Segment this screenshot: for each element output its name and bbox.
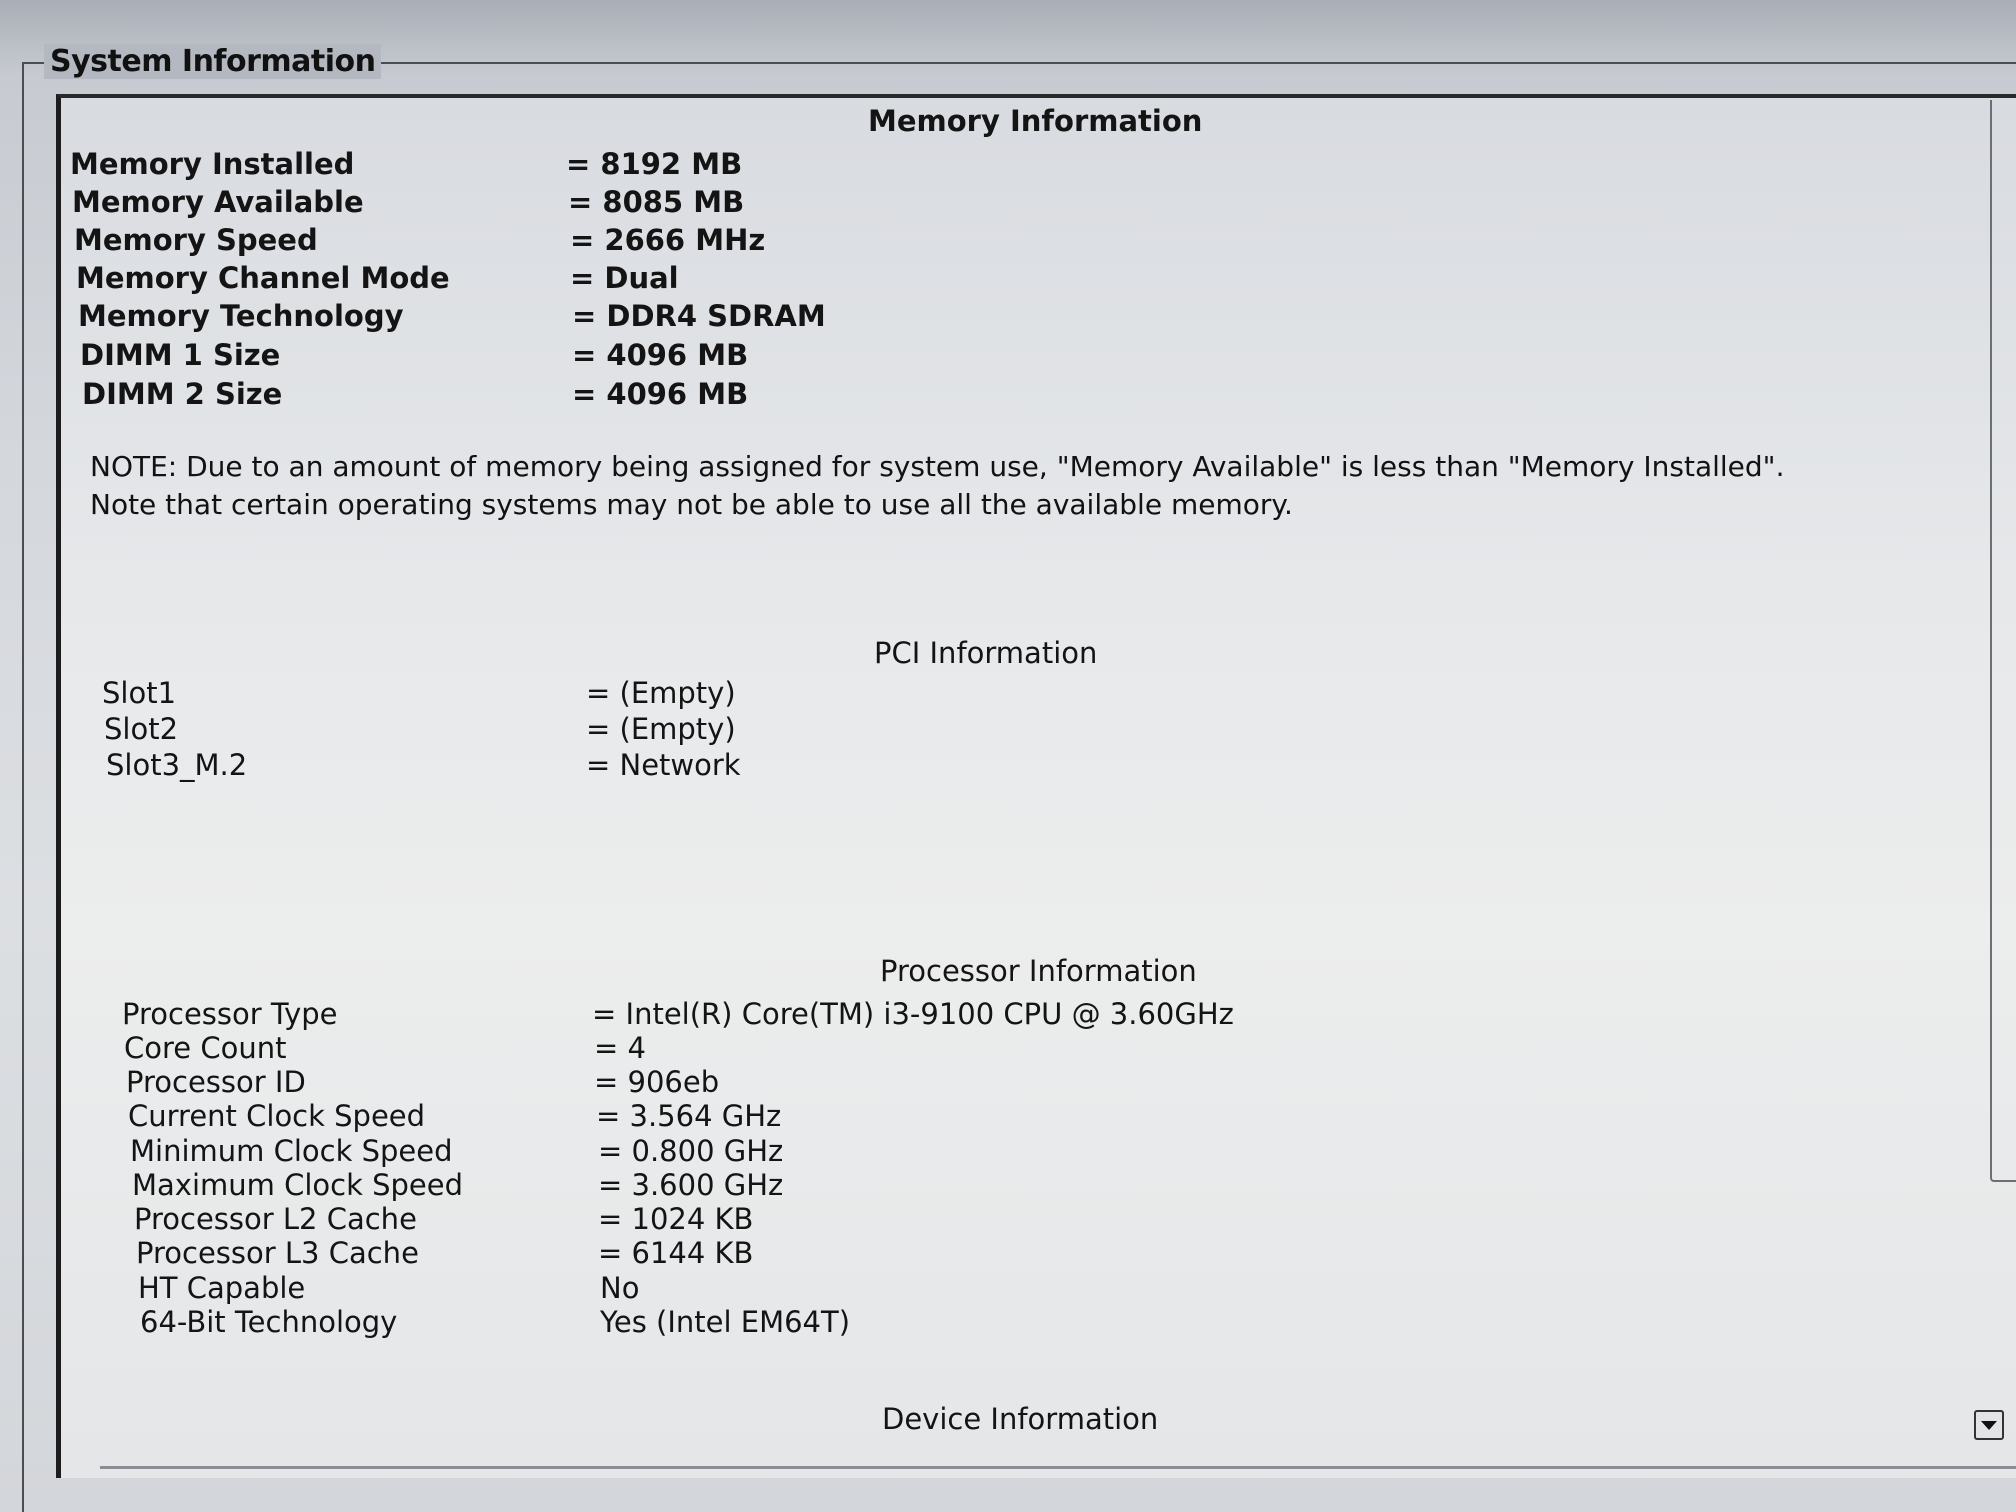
current-clock-speed-label: Current Clock Speed xyxy=(128,1099,426,1133)
processor-l2-cache-value: = 1024 KB xyxy=(598,1202,754,1236)
panel-bottom-divider xyxy=(100,1466,2016,1469)
processor-id-label: Processor ID xyxy=(126,1065,306,1099)
triangle-down-icon xyxy=(1981,1421,1997,1430)
maximum-clock-speed-label: Maximum Clock Speed xyxy=(132,1168,464,1202)
dimm-2-size-label: DIMM 2 Size xyxy=(82,377,283,411)
device-information-heading: Device Information xyxy=(882,1402,1159,1436)
64-bit-technology-label: 64-Bit Technology xyxy=(140,1305,398,1339)
memory-channel-mode-value: = Dual xyxy=(570,261,679,295)
minimum-clock-speed-value: = 0.800 GHz xyxy=(598,1134,784,1168)
slot2-label: Slot2 xyxy=(104,712,179,746)
group-title: System Information xyxy=(44,44,381,79)
memory-technology-value: = DDR4 SDRAM xyxy=(572,299,826,333)
core-count-label: Core Count xyxy=(124,1031,287,1065)
memory-speed-label: Memory Speed xyxy=(74,223,318,257)
memory-channel-mode-label: Memory Channel Mode xyxy=(76,261,450,295)
memory-installed-value: = 8192 MB xyxy=(566,147,743,181)
current-clock-speed-value: = 3.564 GHz xyxy=(596,1099,782,1133)
slot2-value: = (Empty) xyxy=(586,712,736,746)
maximum-clock-speed-value: = 3.600 GHz xyxy=(598,1168,784,1202)
scroll-down-button[interactable] xyxy=(1974,1410,2004,1440)
core-count-value: = 4 xyxy=(594,1031,646,1065)
processor-type-label: Processor Type xyxy=(122,997,338,1031)
memory-technology-label: Memory Technology xyxy=(78,299,404,333)
processor-l3-cache-value: = 6144 KB xyxy=(598,1236,754,1270)
memory-note: NOTE: Due to an amount of memory being assigned for system use, "Memory Available" is less than "Memory Installed". Note that certain operating systems may not be able to use all the available memory. xyxy=(90,450,1785,521)
processor-l3-cache-label: Processor L3 Cache xyxy=(136,1236,419,1270)
scrollbar-track[interactable] xyxy=(1990,100,2016,1182)
dimm-1-size-value: = 4096 MB xyxy=(572,338,749,372)
slot1-label: Slot1 xyxy=(102,676,177,710)
64-bit-technology-value: Yes (Intel EM64T) xyxy=(600,1305,851,1339)
processor-l2-cache-label: Processor L2 Cache xyxy=(134,1202,417,1236)
memory-speed-value: = 2666 MHz xyxy=(570,223,766,257)
slot1-value: = (Empty) xyxy=(586,676,736,710)
processor-id-value: = 906eb xyxy=(594,1065,720,1099)
processor-type-value: = Intel(R) Core(TM) i3-9100 CPU @ 3.60GHz xyxy=(592,997,1234,1031)
slot3-m2-value: = Network xyxy=(586,748,741,782)
slot3-m2-label: Slot3_M.2 xyxy=(106,748,248,782)
minimum-clock-speed-label: Minimum Clock Speed xyxy=(130,1134,453,1168)
ht-capable-value: No xyxy=(600,1271,640,1305)
processor-information-heading: Processor Information xyxy=(880,954,1197,988)
dimm-2-size-value: = 4096 MB xyxy=(572,377,749,411)
ht-capable-label: HT Capable xyxy=(138,1271,306,1305)
memory-available-label: Memory Available xyxy=(72,185,364,219)
pci-information-heading: PCI Information xyxy=(874,636,1098,670)
memory-available-value: = 8085 MB xyxy=(568,185,745,219)
memory-installed-label: Memory Installed xyxy=(70,147,355,181)
dimm-1-size-label: DIMM 1 Size xyxy=(80,338,281,372)
memory-information-heading: Memory Information xyxy=(868,104,1203,138)
